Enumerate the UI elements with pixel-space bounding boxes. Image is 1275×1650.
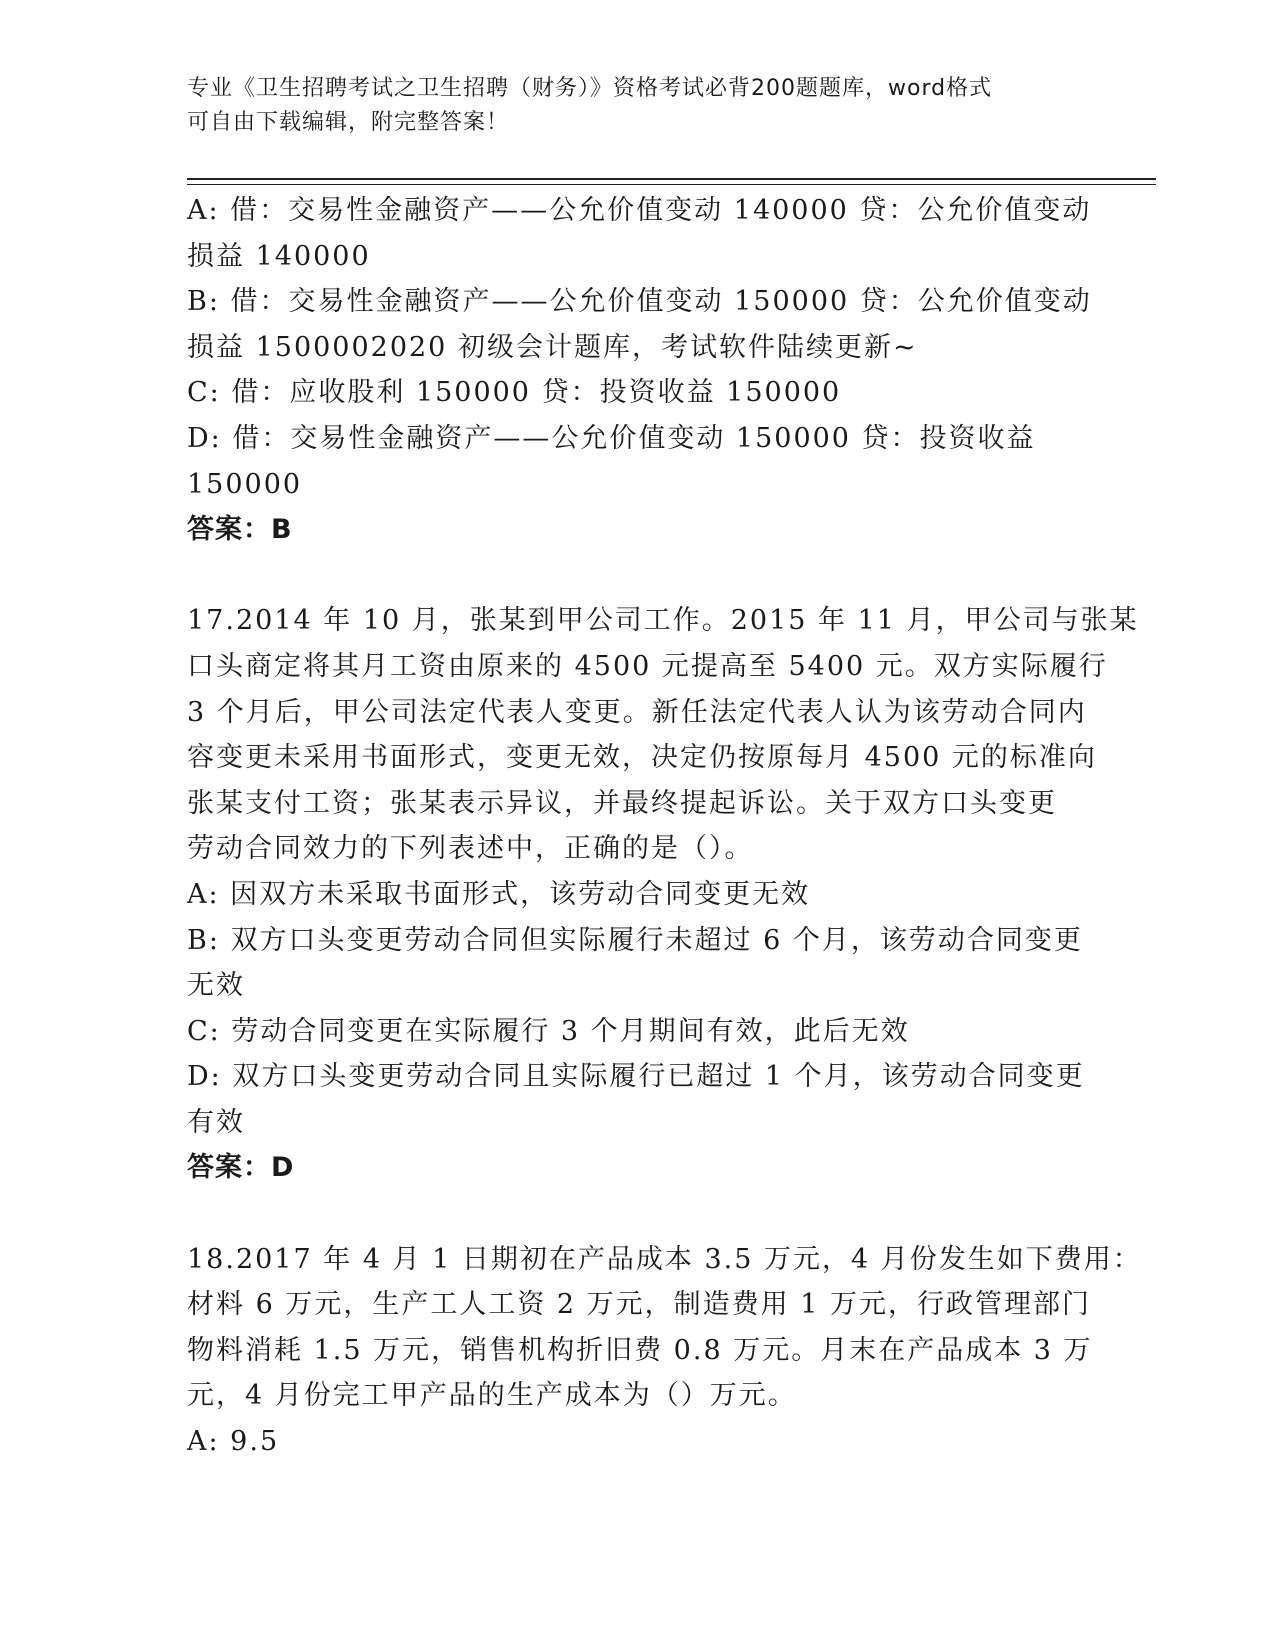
question-16-block [187,188,1092,553]
option-line: D: 双方口头变更劳动合同且实际履行已超过 1 个月，该劳动合同变更 [187,1061,1085,1093]
option-line: C: 劳动合同变更在实际履行 3 个月期间有效，此后无效 [187,1015,910,1047]
option-line: A: 因双方未采取书面形式，该劳动合同变更无效 [187,878,811,910]
question-stem-line: 口头商定将其月工资由原来的 4500 元提高至 5400 元。双方实际履行 [187,650,1108,682]
header-line: 可自由下载编辑，附完整答案！ [187,110,510,135]
option-line: 有效 [187,1106,245,1138]
page-header [187,72,1087,140]
option-line: A: 9.5 [187,1426,280,1458]
header-divider [187,184,1156,185]
question-stem-line: 容变更未采用书面形式，变更无效，决定仍按原每月 4500 元的标准向 [187,742,1097,774]
question-stem-line: 劳动合同效力的下列表述中，正确的是（）。 [187,833,754,865]
question-18-block [187,1237,1142,1465]
question-stem-line: 18.2017 年 4 月 1 日期初在产品成本 3.5 万元，4 月份发生如下费用： [187,1243,1142,1275]
answer-label: 答案：D [187,1152,295,1184]
option-line: D: 借：交易性金融资产——公允价值变动 150000 贷：投资收益 [187,422,1036,454]
question-stem-line: 元，4 月份完工甲产品的生产成本为（）万元。 [187,1380,797,1412]
question-17-block [187,598,1139,1191]
option-line: B: 借：交易性金融资产——公允价值变动 150000 贷：公允价值变动 [187,286,1092,318]
option-line: 损益 140000 [187,240,371,272]
document-body [187,188,1142,1465]
option-line: C: 借：应收股利 150000 贷：投资收益 150000 [187,377,842,409]
header-line: 专业《卫生招聘考试之卫生招聘（财务）》资格考试必背200题题库，word格式 [187,76,993,101]
option-line: 无效 [187,970,245,1002]
spacer [187,1191,1087,1237]
spacer [187,553,1087,599]
option-line: B: 双方口头变更劳动合同但实际履行未超过 6 个月，该劳动合同变更 [187,924,1083,956]
question-stem-line: 物料消耗 1.5 万元，销售机构折旧费 0.8 万元。月末在产品成本 3 万 [187,1334,1093,1366]
option-line: 损益 1500002020 初级会计题库，考试软件陆续更新~ [187,331,918,363]
question-stem-line: 材料 6 万元，生产工人工资 2 万元，制造费用 1 万元，行政管理部门 [187,1289,1092,1321]
answer-label: 答案：B [187,514,293,546]
question-stem-line: 17.2014 年 10 月，张某到甲公司工作。2015 年 11 月，甲公司与张某 [187,605,1139,637]
question-stem-line: 张某支付工资；张某表示异议，并最终提起诉讼。关于双方口头变更 [187,787,1057,819]
option-line: 150000 [187,468,303,500]
question-stem-line: 3 个月后，甲公司法定代表人变更。新任法定代表人认为该劳动合同内 [187,696,1087,728]
option-line: A: 借：交易性金融资产——公允价值变动 140000 贷：公允价值变动 [187,195,1092,226]
header-divider [187,178,1156,180]
